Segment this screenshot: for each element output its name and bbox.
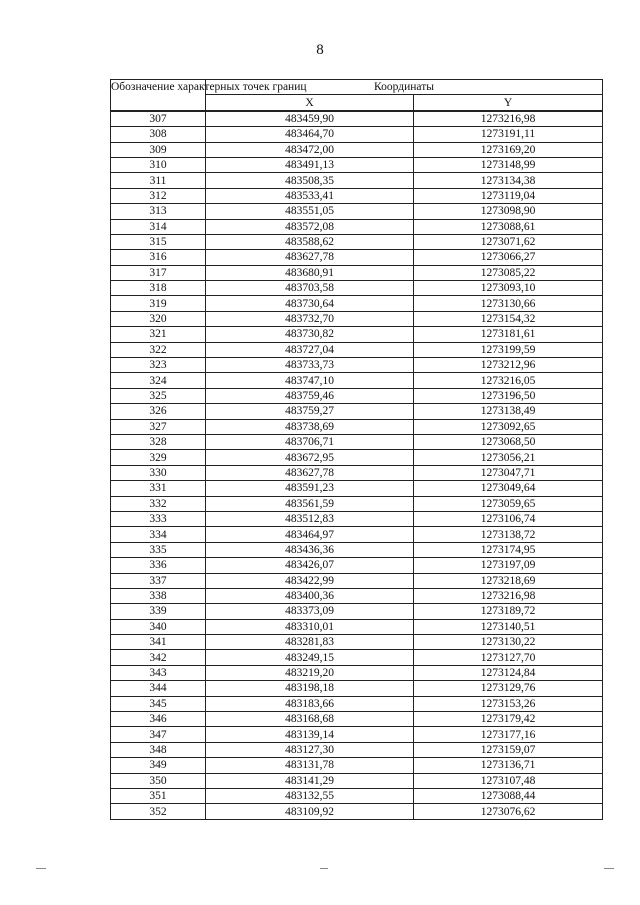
x-coordinate-cell: 483572,08 (206, 219, 414, 234)
page-number: 8 (316, 42, 324, 58)
x-coordinate-cell: 483464,70 (206, 127, 414, 142)
scan-speck (320, 868, 328, 869)
point-id-cell: 317 (111, 265, 206, 280)
y-coordinate-cell: 1273159,07 (414, 742, 603, 757)
x-coordinate-cell: 483131,78 (206, 758, 414, 773)
y-coordinate-cell: 1273049,64 (414, 481, 603, 496)
table-row (111, 465, 603, 480)
point-id-cell: 351 (111, 788, 206, 803)
point-id-cell: 308 (111, 127, 206, 142)
point-id-cell: 332 (111, 496, 206, 511)
coordinates-table (110, 79, 603, 820)
y-coordinate-cell: 1273197,09 (414, 558, 603, 573)
x-coordinate-cell: 483561,59 (206, 496, 414, 511)
point-id-cell: 311 (111, 173, 206, 188)
table-row (111, 758, 603, 773)
x-coordinate-cell: 483109,92 (206, 804, 414, 819)
point-id-cell: 331 (111, 481, 206, 496)
table-row (111, 511, 603, 526)
y-coordinate-cell: 1273153,26 (414, 696, 603, 711)
x-coordinate-cell: 483706,71 (206, 434, 414, 449)
table-row (111, 296, 603, 311)
x-coordinate-cell: 483533,41 (206, 188, 414, 203)
y-coordinate-cell: 1273106,74 (414, 511, 603, 526)
y-coordinate-cell: 1273047,71 (414, 465, 603, 480)
point-id-cell: 339 (111, 604, 206, 619)
x-coordinate-cell: 483198,18 (206, 681, 414, 696)
table-row (111, 558, 603, 573)
table-row (111, 788, 603, 803)
y-coordinate-cell: 1273076,62 (414, 804, 603, 819)
table-row (111, 358, 603, 373)
table-row (111, 388, 603, 403)
x-coordinate-cell: 483310,01 (206, 619, 414, 634)
table-row (111, 111, 603, 127)
point-id-cell: 342 (111, 650, 206, 665)
point-id-cell: 328 (111, 434, 206, 449)
table-row (111, 481, 603, 496)
y-coordinate-cell: 1273098,90 (414, 204, 603, 219)
point-id-cell: 324 (111, 373, 206, 388)
table-row (111, 188, 603, 203)
y-coordinate-cell: 1273088,61 (414, 219, 603, 234)
point-id-cell: 343 (111, 665, 206, 680)
x-coordinate-cell: 483422,99 (206, 573, 414, 588)
table-row (111, 450, 603, 465)
point-id-cell: 338 (111, 588, 206, 603)
table-row (111, 311, 603, 326)
header-coordinates: Координаты (206, 80, 603, 95)
point-id-cell: 344 (111, 681, 206, 696)
table-row (111, 681, 603, 696)
table-row (111, 650, 603, 665)
table-row (111, 542, 603, 557)
y-coordinate-cell: 1273216,98 (414, 588, 603, 603)
y-coordinate-cell: 1273092,65 (414, 419, 603, 434)
point-id-cell: 329 (111, 450, 206, 465)
x-coordinate-cell: 483727,04 (206, 342, 414, 357)
y-coordinate-cell: 1273119,04 (414, 188, 603, 203)
table-row (111, 712, 603, 727)
x-coordinate-cell: 483703,58 (206, 281, 414, 296)
table-row (111, 496, 603, 511)
point-id-cell: 333 (111, 511, 206, 526)
point-id-cell: 327 (111, 419, 206, 434)
point-id-cell: 323 (111, 358, 206, 373)
table-body (111, 111, 603, 819)
y-coordinate-cell: 1273218,69 (414, 573, 603, 588)
x-coordinate-cell: 483464,97 (206, 527, 414, 542)
x-coordinate-cell: 483551,05 (206, 204, 414, 219)
point-id-cell: 309 (111, 142, 206, 157)
table-row (111, 250, 603, 265)
y-coordinate-cell: 1273191,11 (414, 127, 603, 142)
y-coordinate-cell: 1273129,76 (414, 681, 603, 696)
table-row (111, 588, 603, 603)
y-coordinate-cell: 1273093,10 (414, 281, 603, 296)
point-id-cell: 321 (111, 327, 206, 342)
y-coordinate-cell: 1273148,99 (414, 157, 603, 172)
point-id-cell: 319 (111, 296, 206, 311)
x-coordinate-cell: 483472,00 (206, 142, 414, 157)
x-coordinate-cell: 483400,36 (206, 588, 414, 603)
table-row (111, 727, 603, 742)
y-coordinate-cell: 1273130,22 (414, 635, 603, 650)
point-id-cell: 325 (111, 388, 206, 403)
point-id-cell: 326 (111, 404, 206, 419)
x-coordinate-cell: 483591,23 (206, 481, 414, 496)
point-id-cell: 322 (111, 342, 206, 357)
point-id-cell: 312 (111, 188, 206, 203)
y-coordinate-cell: 1273066,27 (414, 250, 603, 265)
header-point-designation: Обозначение характерных точек границ (111, 80, 206, 111)
point-id-cell: 315 (111, 234, 206, 249)
y-coordinate-cell: 1273130,66 (414, 296, 603, 311)
point-id-cell: 307 (111, 111, 206, 127)
point-id-cell: 346 (111, 712, 206, 727)
point-id-cell: 349 (111, 758, 206, 773)
y-coordinate-cell: 1273216,05 (414, 373, 603, 388)
point-id-cell: 337 (111, 573, 206, 588)
table-row (111, 419, 603, 434)
table-row (111, 157, 603, 172)
x-coordinate-cell: 483132,55 (206, 788, 414, 803)
y-coordinate-cell: 1273181,61 (414, 327, 603, 342)
table-row (111, 219, 603, 234)
y-coordinate-cell: 1273127,70 (414, 650, 603, 665)
point-id-cell: 348 (111, 742, 206, 757)
table-row (111, 434, 603, 449)
x-coordinate-cell: 483759,27 (206, 404, 414, 419)
x-coordinate-cell: 483730,82 (206, 327, 414, 342)
table-row (111, 173, 603, 188)
point-id-cell: 336 (111, 558, 206, 573)
table-row (111, 234, 603, 249)
point-id-cell: 352 (111, 804, 206, 819)
table-row (111, 604, 603, 619)
table-row (111, 327, 603, 342)
point-id-cell: 313 (111, 204, 206, 219)
table-row (111, 265, 603, 280)
x-coordinate-cell: 483733,73 (206, 358, 414, 373)
y-coordinate-cell: 1273212,96 (414, 358, 603, 373)
y-coordinate-cell: 1273174,95 (414, 542, 603, 557)
table-row (111, 573, 603, 588)
x-coordinate-cell: 483732,70 (206, 311, 414, 326)
table-row (111, 373, 603, 388)
point-id-cell: 318 (111, 281, 206, 296)
table-row (111, 804, 603, 819)
x-coordinate-cell: 483219,20 (206, 665, 414, 680)
point-id-cell: 334 (111, 527, 206, 542)
table-header (111, 80, 603, 111)
x-coordinate-cell: 483759,46 (206, 388, 414, 403)
table-row (111, 527, 603, 542)
point-id-cell: 316 (111, 250, 206, 265)
y-coordinate-cell: 1273124,84 (414, 665, 603, 680)
header-x: X (206, 95, 414, 111)
y-coordinate-cell: 1273071,62 (414, 234, 603, 249)
x-coordinate-cell: 483459,90 (206, 111, 414, 127)
y-coordinate-cell: 1273138,49 (414, 404, 603, 419)
y-coordinate-cell: 1273154,32 (414, 311, 603, 326)
x-coordinate-cell: 483588,62 (206, 234, 414, 249)
header-y: Y (414, 95, 603, 111)
x-coordinate-cell: 483672,95 (206, 450, 414, 465)
x-coordinate-cell: 483183,66 (206, 696, 414, 711)
point-id-cell: 335 (111, 542, 206, 557)
x-coordinate-cell: 483730,64 (206, 296, 414, 311)
scan-speck (604, 868, 614, 869)
table-row (111, 127, 603, 142)
x-coordinate-cell: 483281,83 (206, 635, 414, 650)
x-coordinate-cell: 483512,83 (206, 511, 414, 526)
x-coordinate-cell: 483680,91 (206, 265, 414, 280)
table-row (111, 773, 603, 788)
y-coordinate-cell: 1273177,16 (414, 727, 603, 742)
x-coordinate-cell: 483139,14 (206, 727, 414, 742)
table-row (111, 204, 603, 219)
x-coordinate-cell: 483127,30 (206, 742, 414, 757)
y-coordinate-cell: 1273199,59 (414, 342, 603, 357)
point-id-cell: 310 (111, 157, 206, 172)
x-coordinate-cell: 483627,78 (206, 465, 414, 480)
table-row (111, 696, 603, 711)
x-coordinate-cell: 483491,13 (206, 157, 414, 172)
table-row (111, 619, 603, 634)
table-row (111, 142, 603, 157)
point-id-cell: 330 (111, 465, 206, 480)
y-coordinate-cell: 1273088,44 (414, 788, 603, 803)
x-coordinate-cell: 483168,68 (206, 712, 414, 727)
y-coordinate-cell: 1273107,48 (414, 773, 603, 788)
table-row (111, 281, 603, 296)
y-coordinate-cell: 1273179,42 (414, 712, 603, 727)
x-coordinate-cell: 483249,15 (206, 650, 414, 665)
table-row (111, 665, 603, 680)
y-coordinate-cell: 1273138,72 (414, 527, 603, 542)
scan-speck (36, 868, 46, 869)
x-coordinate-cell: 483426,07 (206, 558, 414, 573)
table-row (111, 635, 603, 650)
point-id-cell: 314 (111, 219, 206, 234)
y-coordinate-cell: 1273189,72 (414, 604, 603, 619)
y-coordinate-cell: 1273136,71 (414, 758, 603, 773)
point-id-cell: 320 (111, 311, 206, 326)
y-coordinate-cell: 1273059,65 (414, 496, 603, 511)
x-coordinate-cell: 483627,78 (206, 250, 414, 265)
y-coordinate-cell: 1273056,21 (414, 450, 603, 465)
point-id-cell: 347 (111, 727, 206, 742)
y-coordinate-cell: 1273134,38 (414, 173, 603, 188)
x-coordinate-cell: 483141,29 (206, 773, 414, 788)
y-coordinate-cell: 1273085,22 (414, 265, 603, 280)
x-coordinate-cell: 483508,35 (206, 173, 414, 188)
x-coordinate-cell: 483373,09 (206, 604, 414, 619)
table-row (111, 342, 603, 357)
table-row (111, 742, 603, 757)
table-row (111, 404, 603, 419)
point-id-cell: 350 (111, 773, 206, 788)
x-coordinate-cell: 483747,10 (206, 373, 414, 388)
y-coordinate-cell: 1273216,98 (414, 111, 603, 127)
point-id-cell: 341 (111, 635, 206, 650)
x-coordinate-cell: 483436,36 (206, 542, 414, 557)
x-coordinate-cell: 483738,69 (206, 419, 414, 434)
y-coordinate-cell: 1273140,51 (414, 619, 603, 634)
y-coordinate-cell: 1273169,20 (414, 142, 603, 157)
y-coordinate-cell: 1273068,50 (414, 434, 603, 449)
point-id-cell: 340 (111, 619, 206, 634)
y-coordinate-cell: 1273196,50 (414, 388, 603, 403)
point-id-cell: 345 (111, 696, 206, 711)
